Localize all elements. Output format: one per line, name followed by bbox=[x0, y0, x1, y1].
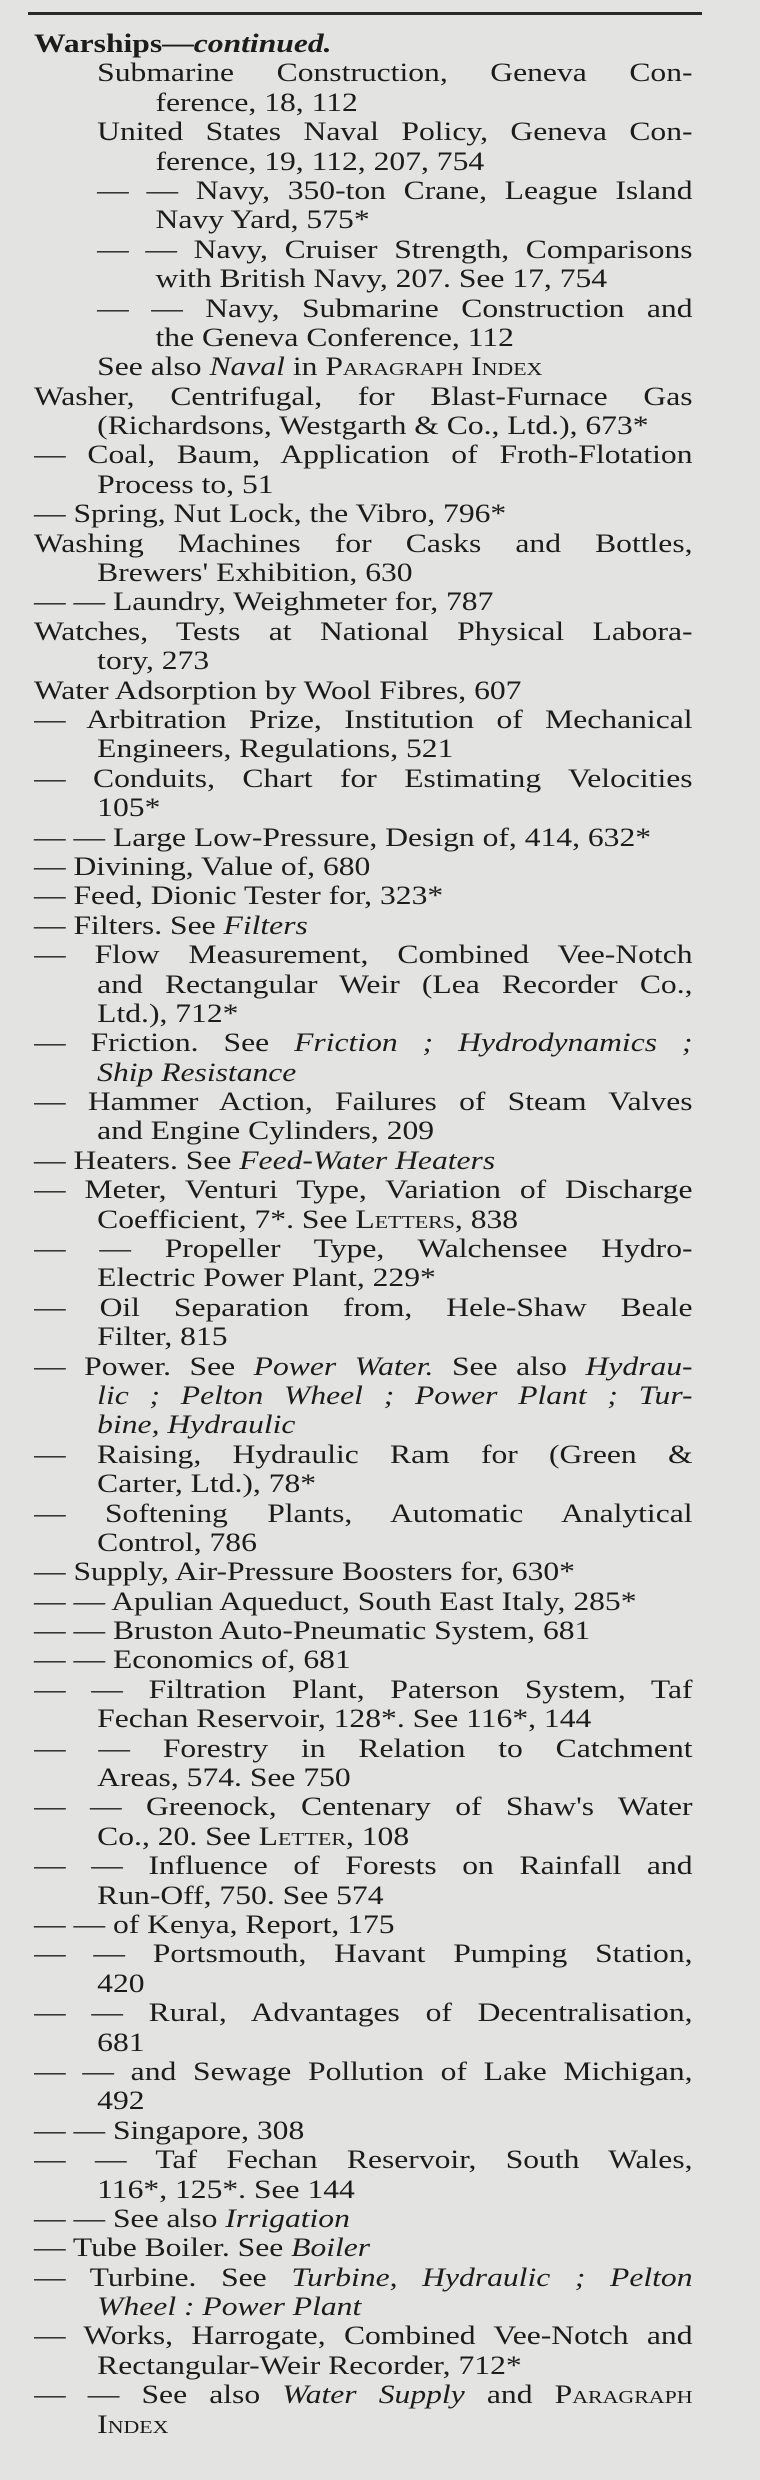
index-entry bbox=[34, 1499, 693, 1558]
italic-reference: Friction ; Hydrodynamics ; bbox=[294, 1028, 693, 1058]
entry-text: — Meter, Venturi Type, Variation of Discharge bbox=[34, 1175, 693, 1205]
italic-reference: Wheel : Power Plant bbox=[97, 2292, 362, 2322]
entry-continuation-line bbox=[34, 1881, 693, 1910]
index-entry bbox=[34, 2116, 693, 2145]
entry-continuation-line bbox=[34, 2292, 693, 2321]
entry-continuation-line bbox=[34, 646, 693, 675]
index-entry bbox=[34, 529, 693, 588]
entry-continuation-line bbox=[34, 323, 693, 352]
index-entry bbox=[34, 2145, 693, 2204]
index-entry bbox=[34, 1998, 693, 2057]
entry-text: — Tube Boiler. See bbox=[34, 2233, 292, 2263]
index-entry bbox=[34, 940, 693, 1028]
small-caps-reference: Index bbox=[97, 2409, 169, 2439]
index-entry bbox=[34, 1734, 693, 1793]
entry-first-line bbox=[34, 440, 693, 469]
entry-first-line bbox=[34, 676, 693, 705]
entry-first-line bbox=[34, 1499, 693, 1528]
entry-text: — — See also bbox=[34, 2380, 283, 2410]
italic-reference: Water Supply bbox=[282, 2380, 465, 2410]
small-caps-reference: Letter bbox=[258, 1821, 346, 1851]
entry-text: Fechan Reservoir, 128*. See 116*, 144 bbox=[97, 1704, 592, 1734]
index-entry bbox=[34, 1675, 693, 1734]
entry-text: — — Navy, Cruiser Strength, Comparisons bbox=[97, 234, 693, 264]
entry-text: and Rectangular Weir (Lea Recorder Co., bbox=[97, 969, 693, 999]
entry-text: 681 bbox=[97, 2027, 145, 2057]
entry-text: — — Apulian Aqueduct, South East Italy, 285* bbox=[34, 1586, 637, 1616]
small-caps-reference: Paragraph Index bbox=[325, 352, 543, 382]
entry-first-line bbox=[34, 1175, 693, 1204]
index-entry bbox=[34, 382, 693, 441]
index-entry bbox=[34, 2233, 693, 2262]
entry-text: — — Propeller Type, Walchensee Hydro- bbox=[34, 1234, 693, 1264]
entry-continuation-line bbox=[34, 558, 693, 587]
entry-text: Engineers, Regulations, 521 bbox=[97, 734, 454, 764]
entry-text: — Works, Harrogate, Combined Vee-Notch and bbox=[34, 2321, 693, 2351]
entry-continuation-line bbox=[34, 1969, 693, 1998]
index-entry bbox=[34, 1293, 693, 1352]
entry-first-line bbox=[34, 352, 693, 381]
entry-text: Control, 786 bbox=[97, 1527, 257, 1557]
index-entry bbox=[34, 1028, 693, 1087]
entry-text: — — and Sewage Pollution of Lake Michigan, bbox=[34, 2056, 693, 2086]
entry-first-line bbox=[34, 2263, 693, 2292]
entry-first-line bbox=[34, 2233, 693, 2262]
index-entry bbox=[34, 617, 693, 676]
entry-first-line bbox=[34, 382, 693, 411]
entry-text: — — Laundry, Weighmeter for, 787 bbox=[34, 587, 494, 617]
entry-first-line bbox=[34, 117, 693, 146]
entry-first-line bbox=[34, 617, 693, 646]
entry-continuation-line bbox=[34, 1822, 693, 1851]
entry-text: — Supply, Air-Pressure Boosters for, 630* bbox=[34, 1557, 575, 1587]
italic-reference: Turbine, Hydraulic ; Pelton bbox=[291, 2262, 693, 2292]
top-rule bbox=[28, 12, 702, 15]
entry-first-line bbox=[34, 1557, 693, 1586]
entry-continuation-line bbox=[34, 1381, 693, 1410]
entry-continuation-line bbox=[34, 999, 693, 1028]
index-column bbox=[34, 29, 693, 2439]
entry-text: Areas, 574. See 750 bbox=[97, 1763, 351, 1793]
index-entry bbox=[34, 294, 693, 353]
entry-text: — — Large Low-Pressure, Design of, 414, 632* bbox=[34, 822, 652, 852]
italic-reference: Naval bbox=[209, 352, 285, 382]
index-entry bbox=[34, 1910, 693, 1939]
index-entry bbox=[34, 2321, 693, 2380]
entry-text: — — Navy, 350-ton Crane, League Island bbox=[97, 175, 693, 205]
entry-first-line bbox=[34, 1645, 693, 1674]
entry-continuation-line bbox=[34, 2351, 693, 2380]
index-entry bbox=[34, 1792, 693, 1851]
entry-text: — — Greenock, Centenary of Shaw's Water bbox=[34, 1792, 693, 1822]
index-entry bbox=[34, 705, 693, 764]
index-entry bbox=[34, 1645, 693, 1674]
entry-first-line bbox=[34, 1734, 693, 1763]
entry-continuation-line bbox=[34, 2028, 693, 2057]
entry-text: — Heaters. See bbox=[34, 1145, 240, 1175]
entry-text: United States Naval Policy, Geneva Con- bbox=[97, 117, 693, 147]
entry-continuation-line bbox=[34, 147, 693, 176]
entry-first-line bbox=[34, 2116, 693, 2145]
entry-continuation-line bbox=[34, 1704, 693, 1733]
index-entry bbox=[34, 852, 693, 881]
entry-first-line bbox=[34, 176, 693, 205]
entry-continuation-line bbox=[34, 1469, 693, 1498]
entry-continuation-line bbox=[34, 1263, 693, 1292]
entry-continuation-line bbox=[34, 970, 693, 999]
entry-text: — — Forestry in Relation to Catchment bbox=[34, 1733, 693, 1763]
entry-first-line bbox=[34, 587, 693, 616]
entry-text: — — Portsmouth, Havant Pumping Station, bbox=[34, 1939, 693, 1969]
entry-text: Coefficient, 7*. See bbox=[97, 1204, 356, 1234]
index-entry bbox=[34, 499, 693, 528]
heading-text: Warships— bbox=[34, 29, 194, 58]
index-entry bbox=[34, 1939, 693, 1998]
entry-first-line bbox=[34, 1939, 693, 1968]
entry-text: — — Singapore, 308 bbox=[34, 2115, 305, 2145]
italic-reference: Irrigation bbox=[225, 2203, 350, 2233]
entry-text: Carter, Ltd.), 78* bbox=[97, 1469, 317, 1499]
entry-text: — Conduits, Chart for Estimating Velocities bbox=[34, 763, 693, 793]
index-entry bbox=[34, 1616, 693, 1645]
entry-first-line bbox=[34, 1998, 693, 2027]
italic-reference: Hydrau- bbox=[585, 1351, 693, 1381]
entry-text: Process to, 51 bbox=[97, 469, 274, 499]
entry-text: See also bbox=[433, 1351, 586, 1381]
entry-first-line bbox=[34, 1851, 693, 1880]
entry-text: Rectangular-Weir Recorder, 712* bbox=[97, 2350, 522, 2380]
entry-continuation-line bbox=[34, 1763, 693, 1792]
index-entry bbox=[34, 235, 693, 294]
entry-text: and bbox=[464, 2380, 555, 2410]
entry-first-line bbox=[34, 1146, 693, 1175]
entry-text: Electric Power Plant, 229* bbox=[97, 1263, 436, 1293]
italic-reference: Feed-Water Heaters bbox=[239, 1145, 496, 1175]
entry-first-line bbox=[34, 1616, 693, 1645]
heading-text: continued. bbox=[193, 29, 332, 58]
entry-text: , 838 bbox=[454, 1204, 519, 1234]
index-entry bbox=[34, 2263, 693, 2322]
entry-continuation-line bbox=[34, 1205, 693, 1234]
index-entry bbox=[34, 823, 693, 852]
entry-first-line bbox=[34, 1910, 693, 1939]
entry-text: — Divining, Value of, 680 bbox=[34, 851, 371, 881]
entry-text: tory, 273 bbox=[97, 646, 210, 676]
index-entry bbox=[34, 881, 693, 910]
entry-continuation-line bbox=[34, 470, 693, 499]
entry-first-line bbox=[34, 2380, 693, 2409]
entry-text: Brewers' Exhibition, 630 bbox=[97, 558, 413, 588]
entry-text: — — Navy, Submarine Construction and bbox=[97, 293, 693, 323]
entry-text: Submarine Construction, Geneva Con- bbox=[97, 58, 693, 88]
entry-text: — — Taf Fechan Reservoir, South Wales, bbox=[34, 2145, 693, 2175]
entry-text: — — Bruston Auto-Pneumatic System, 681 bbox=[34, 1616, 591, 1646]
entry-text: — Feed, Dionic Tester for, 323* bbox=[34, 881, 444, 911]
entry-first-line bbox=[34, 1087, 693, 1116]
entry-text: — Coal, Baum, Application of Froth-Flotation bbox=[34, 440, 693, 470]
entry-first-line bbox=[34, 235, 693, 264]
index-entry bbox=[34, 1557, 693, 1586]
index-entry bbox=[34, 1352, 693, 1440]
entry-continuation-line bbox=[34, 205, 693, 234]
entry-text: — Flow Measurement, Combined Vee-Notch bbox=[34, 940, 693, 970]
italic-reference: Boiler bbox=[291, 2233, 371, 2263]
entry-first-line bbox=[34, 2204, 693, 2233]
entry-text: in bbox=[284, 352, 326, 382]
entry-first-line bbox=[34, 1440, 693, 1469]
section-heading bbox=[34, 29, 693, 58]
entry-text: — Power. See bbox=[34, 1351, 254, 1381]
entry-text: — — Filtration Plant, Paterson System, Taf bbox=[34, 1674, 693, 1704]
entry-first-line bbox=[34, 852, 693, 881]
entry-text: Run-Off, 750. See 574 bbox=[97, 1880, 384, 1910]
index-entry bbox=[34, 117, 693, 176]
entry-text: — — of Kenya, Report, 175 bbox=[34, 1910, 395, 1939]
entry-first-line bbox=[34, 1792, 693, 1821]
index-entry bbox=[34, 1146, 693, 1175]
entry-continuation-line bbox=[34, 793, 693, 822]
entry-first-line bbox=[34, 1352, 693, 1381]
entry-continuation-line bbox=[34, 1528, 693, 1557]
index-entry bbox=[34, 1851, 693, 1910]
entry-text: , 108 bbox=[345, 1821, 410, 1851]
italic-reference: Ship Resistance bbox=[97, 1057, 297, 1087]
entry-text: — Filters. See bbox=[34, 910, 224, 940]
entry-text: — Raising, Hydraulic Ram for (Green & bbox=[34, 1439, 693, 1469]
index-entry bbox=[34, 176, 693, 235]
entry-first-line bbox=[34, 1293, 693, 1322]
index-entry bbox=[34, 1440, 693, 1499]
index-entry bbox=[34, 911, 693, 940]
italic-reference: Filters bbox=[223, 910, 308, 940]
entry-first-line bbox=[34, 1028, 693, 1057]
entry-text: — Turbine. See bbox=[34, 2262, 292, 2292]
entry-continuation-line bbox=[34, 2086, 693, 2115]
entry-continuation-line bbox=[34, 2410, 693, 2439]
entry-continuation-line bbox=[34, 264, 693, 293]
entry-first-line bbox=[34, 294, 693, 323]
entry-text: Filter, 815 bbox=[97, 1322, 228, 1352]
entry-text: with British Navy, 207. See 17, 754 bbox=[155, 264, 608, 294]
entry-text: — — Rural, Advantages of Decentralisation, bbox=[34, 1998, 693, 2028]
entry-first-line bbox=[34, 940, 693, 969]
entry-first-line bbox=[34, 881, 693, 910]
entry-text: — Softening Plants, Automatic Analytical bbox=[34, 1498, 693, 1528]
entry-first-line bbox=[34, 2057, 693, 2086]
entry-continuation-line bbox=[34, 1116, 693, 1145]
entry-first-line bbox=[34, 58, 693, 87]
entry-continuation-line bbox=[34, 1322, 693, 1351]
entry-continuation-line bbox=[34, 1410, 693, 1439]
entry-text: Navy Yard, 575* bbox=[155, 205, 370, 235]
entry-text: — Spring, Nut Lock, the Vibro, 796* bbox=[34, 499, 507, 529]
entry-continuation-line bbox=[34, 88, 693, 117]
index-entry bbox=[34, 352, 693, 381]
entry-text: — — See also bbox=[34, 2203, 226, 2233]
entry-text: — Oil Separation from, Hele-Shaw Beale bbox=[34, 1292, 693, 1322]
entry-text: Washer, Centrifugal, for Blast-Furnace Gas bbox=[34, 381, 693, 411]
entry-text: the Geneva Conference, 112 bbox=[155, 322, 514, 352]
entry-text: Ltd.), 712* bbox=[97, 998, 239, 1028]
entry-text: 116*, 125*. See 144 bbox=[97, 2174, 355, 2204]
italic-reference: Power Water. bbox=[253, 1351, 434, 1381]
entry-text: ference, 18, 112 bbox=[155, 87, 358, 117]
italic-reference: bine, Hydraulic bbox=[97, 1410, 296, 1440]
entry-text: Co., 20. See bbox=[97, 1821, 259, 1851]
index-entry bbox=[34, 676, 693, 705]
entry-text: See also bbox=[97, 352, 210, 382]
entry-text: — — Influence of Forests on Rainfall and bbox=[34, 1851, 693, 1881]
small-caps-reference: Letters bbox=[355, 1204, 455, 1234]
entry-first-line bbox=[34, 2145, 693, 2174]
entry-text: 105* bbox=[97, 793, 161, 823]
entry-first-line bbox=[34, 911, 693, 940]
index-entry bbox=[34, 1175, 693, 1234]
italic-reference: lic ; Pelton Wheel ; Power Plant ; Tur- bbox=[97, 1380, 693, 1410]
entry-text: Water Adsorption by Wool Fibres, 607 bbox=[34, 675, 522, 705]
entry-text: ference, 19, 112, 207, 754 bbox=[155, 146, 485, 176]
entry-continuation-line bbox=[34, 411, 693, 440]
index-entry bbox=[34, 1587, 693, 1616]
index-entry bbox=[34, 58, 693, 117]
entry-first-line bbox=[34, 1675, 693, 1704]
index-entry bbox=[34, 764, 693, 823]
index-entry bbox=[34, 2204, 693, 2233]
index-entry bbox=[34, 1234, 693, 1293]
index-entry bbox=[34, 2057, 693, 2116]
entry-continuation-line bbox=[34, 734, 693, 763]
entry-first-line bbox=[34, 764, 693, 793]
entry-text: Watches, Tests at National Physical Labora- bbox=[34, 616, 693, 646]
entry-first-line bbox=[34, 2321, 693, 2350]
index-entry bbox=[34, 2380, 693, 2439]
entry-text: Washing Machines for Casks and Bottles, bbox=[34, 528, 693, 558]
entry-first-line bbox=[34, 823, 693, 852]
entry-first-line bbox=[34, 705, 693, 734]
entry-text: and Engine Cylinders, 209 bbox=[97, 1116, 435, 1146]
small-caps-reference: Paragraph bbox=[554, 2380, 693, 2410]
index-entry bbox=[34, 440, 693, 499]
entry-text: — Arbitration Prize, Institution of Mechanical bbox=[34, 704, 693, 734]
entry-text: — — Economics of, 681 bbox=[34, 1645, 351, 1675]
entry-first-line bbox=[34, 529, 693, 558]
entry-first-line bbox=[34, 1587, 693, 1616]
entry-first-line bbox=[34, 499, 693, 528]
entry-continuation-line bbox=[34, 2175, 693, 2204]
entry-text: — Hammer Action, Failures of Steam Valves bbox=[34, 1087, 693, 1117]
entry-continuation-line bbox=[34, 1058, 693, 1087]
index-entry bbox=[34, 587, 693, 616]
index-entry bbox=[34, 1087, 693, 1146]
entry-text: — Friction. See bbox=[34, 1028, 295, 1058]
entry-text: 492 bbox=[97, 2086, 145, 2116]
entry-text: (Richardsons, Westgarth & Co., Ltd.), 673* bbox=[97, 411, 649, 441]
entry-text: 420 bbox=[97, 1968, 145, 1998]
entry-first-line bbox=[34, 1234, 693, 1263]
